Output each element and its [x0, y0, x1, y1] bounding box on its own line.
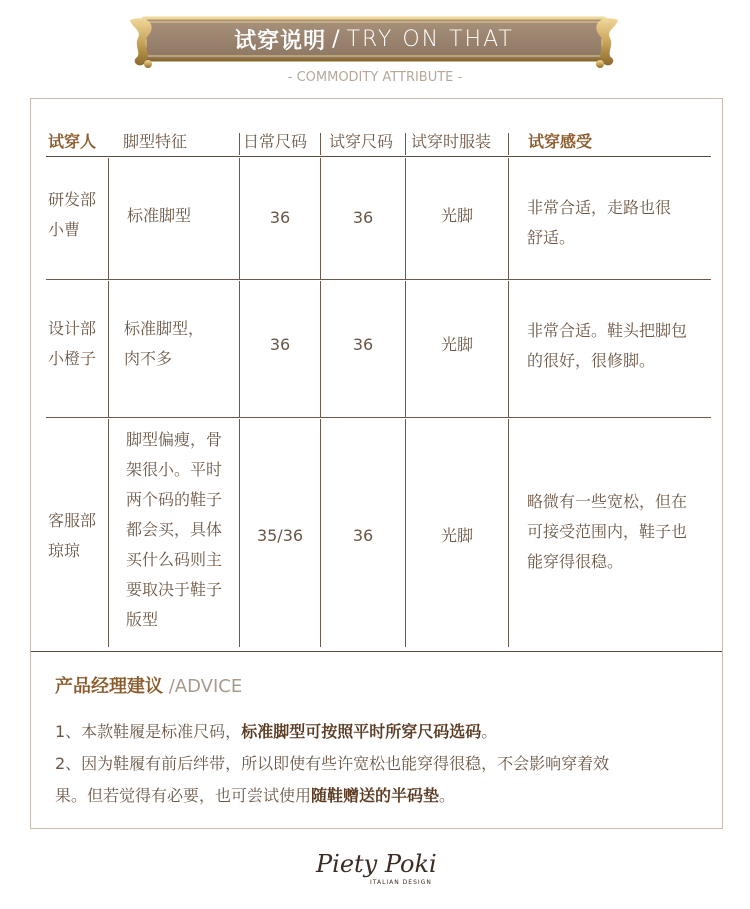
- advice-title-en: /ADVICE: [168, 676, 243, 697]
- header-clothing: 试穿时服装: [411, 132, 492, 151]
- advice-point-2: [55, 748, 695, 812]
- row-trial-size: 36: [352, 526, 374, 545]
- feeling-line: 略微有一些宽松，但在: [527, 492, 688, 511]
- svg-text:Piety Poki: Piety Poki: [316, 850, 437, 878]
- advice-title: [55, 672, 242, 698]
- feeling-line: 的很好，很修脚。: [527, 351, 656, 370]
- person-name: 小橙子: [48, 349, 97, 368]
- row-person: [48, 506, 108, 566]
- table-header: [46, 131, 711, 157]
- header-foot: 脚型特征: [123, 132, 188, 151]
- divider: [508, 133, 509, 155]
- advice-text: 果。但若觉得有必要，也可尝试使用: [55, 786, 312, 805]
- banner-separator: /: [332, 26, 341, 52]
- person-dept: 客服部: [48, 511, 97, 530]
- banner-title-en: TRY ON THAT: [346, 26, 514, 52]
- advice-text: 1、本款鞋履是标准尺码，: [55, 722, 242, 741]
- subtitle: - COMMODITY ATTRIBUTE -: [287, 70, 463, 85]
- advice-text: 。: [439, 786, 456, 805]
- divider: [508, 281, 509, 418]
- divider: [108, 158, 109, 280]
- title-banner: [128, 14, 620, 70]
- foot-line: 版型: [126, 610, 159, 629]
- header-daily-size: 日常尺码: [243, 132, 308, 151]
- feeling-line: 能穿得很稳。: [527, 552, 624, 571]
- row-divider: [46, 417, 711, 418]
- row-clothing: 光脚: [440, 335, 473, 354]
- row-person: [48, 185, 108, 245]
- row-foot: [126, 425, 238, 635]
- advice-text: 。: [481, 722, 498, 741]
- foot-line: 两个码的鞋子: [126, 490, 223, 509]
- advice-highlight: 随鞋赠送的半码垫: [311, 786, 440, 805]
- divider: [239, 133, 240, 155]
- divider: [320, 133, 321, 155]
- feeling-line: 可接受范围内，鞋子也: [527, 522, 688, 541]
- row-feeling: [527, 487, 711, 577]
- svg-text:ITALIAN DESIGN: ITALIAN DESIGN: [370, 879, 432, 886]
- foot-line: 都会买，具体: [126, 520, 223, 539]
- feeling-line: 舒适。: [527, 228, 576, 247]
- brand-logo-icon: [310, 842, 450, 892]
- foot-line: 脚型偏瘦，骨: [126, 430, 223, 449]
- try-on-panel: [30, 98, 723, 829]
- divider: [108, 419, 109, 647]
- foot-line: 要取决于鞋子: [126, 580, 223, 599]
- foot-line: 标准脚型: [127, 206, 192, 225]
- divider: [508, 419, 509, 647]
- row-feeling: [527, 193, 707, 253]
- advice-line: [55, 780, 695, 812]
- foot-line: 标准脚型，: [124, 319, 205, 338]
- person-name: 小曹: [48, 220, 81, 239]
- row-trial-size: 36: [352, 208, 374, 227]
- person-dept: 设计部: [48, 319, 97, 338]
- advice-title-zh: 产品经理建议: [55, 676, 163, 697]
- divider: [108, 281, 109, 418]
- header-feeling: 试穿感受: [528, 132, 593, 151]
- advice-section: [31, 651, 722, 828]
- row-clothing: 光脚: [440, 206, 473, 225]
- person-name: 琼琼: [48, 541, 81, 560]
- row-daily-size: 36: [269, 335, 291, 354]
- feeling-line: 非常合适，走路也很: [527, 198, 672, 217]
- feeling-line: 非常合适。鞋头把脚包: [527, 321, 688, 340]
- divider: [405, 133, 406, 155]
- row-foot: [127, 201, 237, 231]
- row-foot: [124, 314, 236, 374]
- foot-line: 肉不多: [124, 349, 173, 368]
- row-daily-size: 36: [269, 208, 291, 227]
- person-dept: 研发部: [48, 190, 97, 209]
- advice-point-1: [55, 716, 695, 748]
- advice-highlight: 标准脚型可按照平时所穿尺码选码: [241, 722, 482, 741]
- row-person: [48, 314, 108, 374]
- foot-line: 架很小。平时: [126, 460, 223, 479]
- row-clothing: 光脚: [440, 526, 473, 545]
- header-trial-size: 试穿尺码: [329, 132, 394, 151]
- brand-logo: [310, 842, 450, 892]
- foot-line: 买什么码则主: [126, 550, 223, 569]
- row-daily-size: 35/36: [256, 526, 304, 545]
- header-person: 试穿人: [48, 132, 97, 151]
- advice-text: 2、因为鞋履有前后绊带，所以即使有些许宽松也能穿得很稳，不会影响穿着效: [55, 754, 610, 773]
- banner-title-zh: 试穿说明: [234, 28, 327, 54]
- divider: [508, 158, 509, 280]
- row-divider: [46, 279, 711, 280]
- row-feeling: [527, 316, 711, 376]
- row-trial-size: 36: [352, 335, 374, 354]
